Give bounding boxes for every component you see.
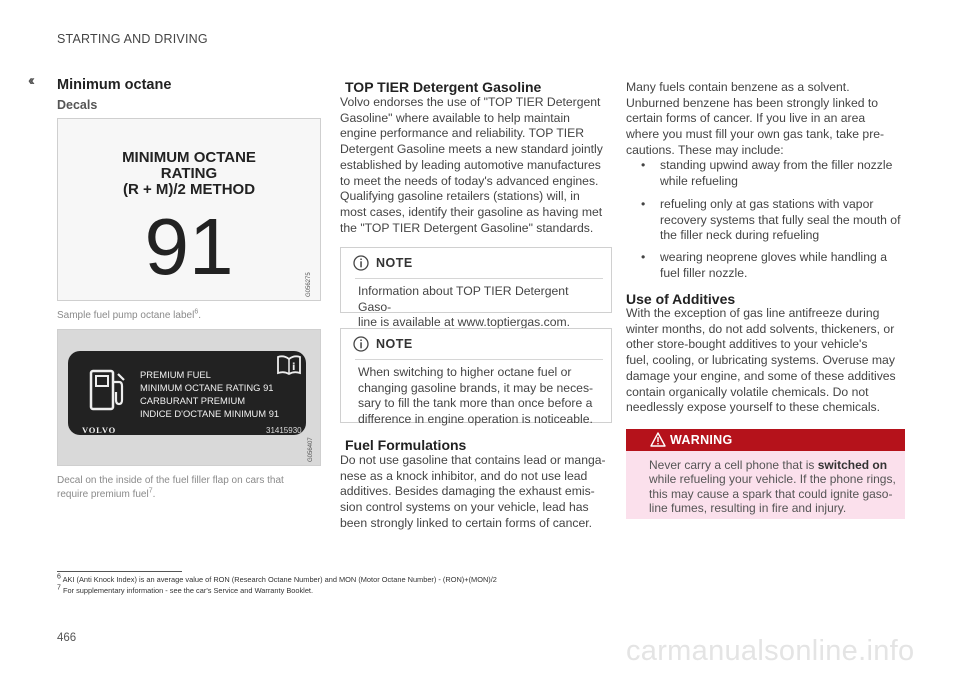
warning-body: Never carry a cell phone that is switched on while refueling your vehicle. If the phone rings, this may cause a spark that could ignite gaso- line fumes, resulting in fire and injury. (649, 458, 896, 516)
note-2-title: NOTE (376, 337, 413, 351)
image-id-2: G056407 (308, 437, 314, 462)
top-tier-paragraph: Volvo endorses the use of "TOP TIER Detergent Gasoline" where available to help maintain engine performance and reliability. TOP TIER Detergent Gasoline meets a new standard jointly established by leading automotive manufactures to meet the needs of today's advanced engines. Qualifying gasoline retailers (stations) will, in most cases, identify their gasoline as having met the "TOP TIER Detergent Gasoline" standards. (340, 95, 603, 235)
volvo-logo: VOLVO (82, 425, 117, 435)
footnote-7: $^7$ For supplementary information - see the car's Service and Warranty Booklet. (57, 584, 314, 595)
watermark: carmanualsonline.info (626, 635, 915, 667)
footnote-ref-7[interactable]: 7 (148, 487, 153, 495)
info-icon (353, 255, 369, 271)
caption-fuel-pump: Sample fuel pump octane label$^6$. (57, 308, 201, 321)
fuel-formulations-paragraph: Do not use gasoline that contains lead or manga- nese as a knock inhibitor, and do not use lead additives. Besides damaging the exhaust emis- sion control systems on your vehicle, lead has been strongly linked to certain forms of cancer. (340, 453, 606, 530)
double-chevron-left-icon[interactable]: ‹‹ (28, 72, 32, 89)
bullet-icon: • (641, 250, 646, 264)
benzene-paragraph: Many fuels contain benzene as a solvent. Unburned benzene has been strongly linked to certain forms of cancer. If you live in an area where you must fill your own gas tank, take pre- cautions. These may include: (626, 80, 885, 157)
note-box-1 (340, 247, 612, 330)
footnote-6: $^6$ AKI (Anti Knock Index) is an average value of RON (Research Octane Number) and MON (Motor Octane Number) - (RON)+(MON)/2 (57, 573, 497, 584)
premium-fuel-line1: PREMIUM FUEL (140, 369, 211, 380)
warning-box (626, 429, 905, 519)
image-id: G056275 (306, 272, 312, 297)
section-header: STARTING AND DRIVING (57, 32, 208, 46)
bullet-icon: • (641, 158, 646, 172)
caption-filler-flap: Decal on the inside of the fuel filler flap on cars that require premium fuel$^7$. (57, 475, 284, 500)
footnote-divider (57, 571, 182, 572)
fuel-pump-icon (88, 368, 128, 412)
note-2-body: When switching to higher octane fuel or changing gasoline brands, it may be neces- sary to fill the tank more than once before a difference in engine operation is noticeable. (358, 365, 594, 427)
warning-header (626, 429, 905, 451)
use-of-additives-heading: Use of Additives (626, 291, 736, 307)
minimum-octane-heading: Minimum octane (57, 77, 172, 93)
premium-fuel-line4: INDICE D'OCTANE MINIMUM 91 (140, 408, 280, 419)
octane-number: 91 (144, 202, 234, 291)
filler-flap-decal-image (57, 329, 321, 466)
octane-label-line2: RATING (160, 165, 218, 182)
note-1-body: Information about TOP TIER Detergent Gaso- line is available at www.toptiergas.com. (358, 284, 571, 330)
note-1-title: NOTE (376, 256, 413, 270)
manual-book-icon (276, 354, 302, 376)
note-box-2 (340, 328, 612, 427)
bullet-icon: • (641, 197, 646, 211)
fuel-formulations-heading: Fuel Formulations (345, 437, 467, 453)
info-icon (353, 336, 369, 352)
octane-label-image (57, 118, 321, 301)
premium-fuel-label (68, 351, 306, 435)
page-number: 466 (57, 632, 77, 644)
premium-fuel-line3: CARBURANT PREMIUM (140, 395, 246, 406)
footnote-ref-6[interactable]: 6 (194, 308, 199, 316)
decals-subheading: Decals (57, 98, 98, 112)
premium-fuel-line2: MINIMUM OCTANE RATING 91 (140, 382, 274, 393)
top-tier-heading: TOP TIER Detergent Gasoline (345, 79, 542, 95)
warning-title: WARNING (670, 433, 733, 447)
svg-text:i: i (292, 362, 296, 373)
octane-label-line1: MINIMUM OCTANE (122, 149, 256, 166)
part-number: 31415930 (266, 426, 302, 435)
warning-triangle-icon (650, 432, 666, 447)
additives-paragraph: With the exception of gas line antifreeze during winter months, do not add solvents, thickeners, or other store-bought additives to your vehicle's fuel, cooling, or lubricating systems. Overuse may damage your engine, and some of these additives contain organically volatile chemicals. Do not needlessly expose yourself to these chemicals. (626, 306, 896, 415)
octane-label-line3: (R + M)/2 METHOD (122, 181, 256, 198)
